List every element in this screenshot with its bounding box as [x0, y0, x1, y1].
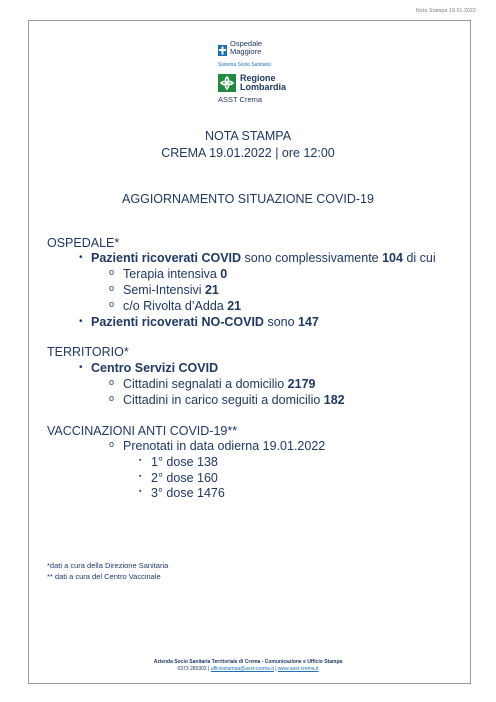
- om-line2: Maggiore: [230, 47, 262, 56]
- rivolta-label: c/o Rivolta d’Adda: [123, 299, 228, 313]
- no-covid-patients-text: sono: [263, 315, 299, 329]
- semi-intensive-label: Semi-Intensivi: [123, 283, 205, 297]
- footer-contacts: [0, 666, 496, 672]
- ospedale-heading: OSPEDALE*: [47, 236, 120, 250]
- dose2-line: ▪ 2° dose 160: [151, 471, 218, 485]
- no-covid-patients-label: Pazienti ricoverati NO-COVID: [91, 315, 264, 329]
- covid-patients-line: [91, 251, 436, 265]
- footnote-sanitaria: *dati a cura della Direzione Sanitaria: [47, 561, 169, 570]
- press-note-header: [0, 128, 496, 162]
- centro-servizi-label: Centro Servizi COVID: [91, 361, 219, 375]
- footer-organization: Azienda Socio Sanitaria Territoriale di Crema - Comunicazione e Ufficio Stampa: [153, 659, 343, 665]
- intensive-care-label: Terapia intensiva: [123, 267, 221, 281]
- press-note-title: NOTA STAMPA: [204, 129, 292, 143]
- no-covid-patients-count: 147: [298, 315, 319, 329]
- asst-crema-label: ASST Crema: [218, 95, 263, 104]
- intensive-care-value: 0: [220, 267, 228, 281]
- in-carico-line: [123, 393, 345, 407]
- ospedale-maggiore-logo: [218, 40, 262, 56]
- semi-intensive-value: 21: [204, 283, 219, 297]
- rivolta-line: [123, 299, 241, 313]
- om-line1: Ospedale: [230, 39, 263, 48]
- dose3-line: ▪ 3° dose 1476: [151, 486, 225, 500]
- segnalati-value: 2179: [287, 377, 316, 391]
- semi-intensive-line: [123, 283, 219, 297]
- no-covid-patients-line: [91, 315, 319, 329]
- footer-website-link[interactable]: www.asst-crema.it: [277, 666, 319, 672]
- covid-patients-label: Pazienti ricoverati COVID: [91, 251, 242, 265]
- centro-servizi-line: [91, 361, 218, 375]
- footer-separator: |: [273, 666, 278, 672]
- covid-patients-tail: di cui: [402, 251, 436, 265]
- footer-email-link[interactable]: ufficiostampa@asst-crema.it: [210, 666, 274, 672]
- document-title: AGGIORNAMENTO SITUAZIONE COVID-19: [122, 192, 374, 206]
- press-note-date: CREMA 19.01.2022 | ore 12:00: [161, 146, 335, 160]
- vaccinazioni-heading: VACCINAZIONI ANTI COVID-19**: [47, 424, 238, 438]
- covid-patients-count: 104: [382, 251, 403, 265]
- intensive-care-line: [123, 267, 227, 281]
- ospedale-maggiore-mark-icon: [218, 43, 227, 54]
- regione-lombardia-rose-icon: [218, 74, 236, 92]
- in-carico-label: Cittadini in carico seguiti a domicilio: [123, 393, 324, 407]
- footnote-vaccinale: ** dati a cura del Centro Vaccinale: [47, 572, 161, 581]
- rivolta-value: 21: [227, 299, 242, 313]
- segnalati-label: Cittadini segnalati a domicilio: [123, 377, 288, 391]
- footer-phone: 0373 280302 |: [177, 666, 210, 672]
- prenotati-line: o Prenotati in data odierna 19.01.2022: [123, 439, 325, 453]
- in-carico-value: 182: [323, 393, 345, 407]
- covid-patients-text: sono complessivamente: [241, 251, 383, 265]
- regione-line1: Regione: [240, 73, 276, 83]
- header-reference: Nota Stampa 19.01.2022: [416, 8, 476, 14]
- regione-line2: Lombardia: [240, 82, 287, 92]
- regione-lombardia-logo: [218, 74, 286, 92]
- sistema-socio-sanitario-label: Sistema Socio Sanitario: [218, 62, 272, 68]
- territorio-heading: TERRITORIO*: [47, 345, 129, 359]
- dose1-line: ▪ 1° dose 138: [151, 455, 218, 469]
- segnalati-line: [123, 377, 315, 391]
